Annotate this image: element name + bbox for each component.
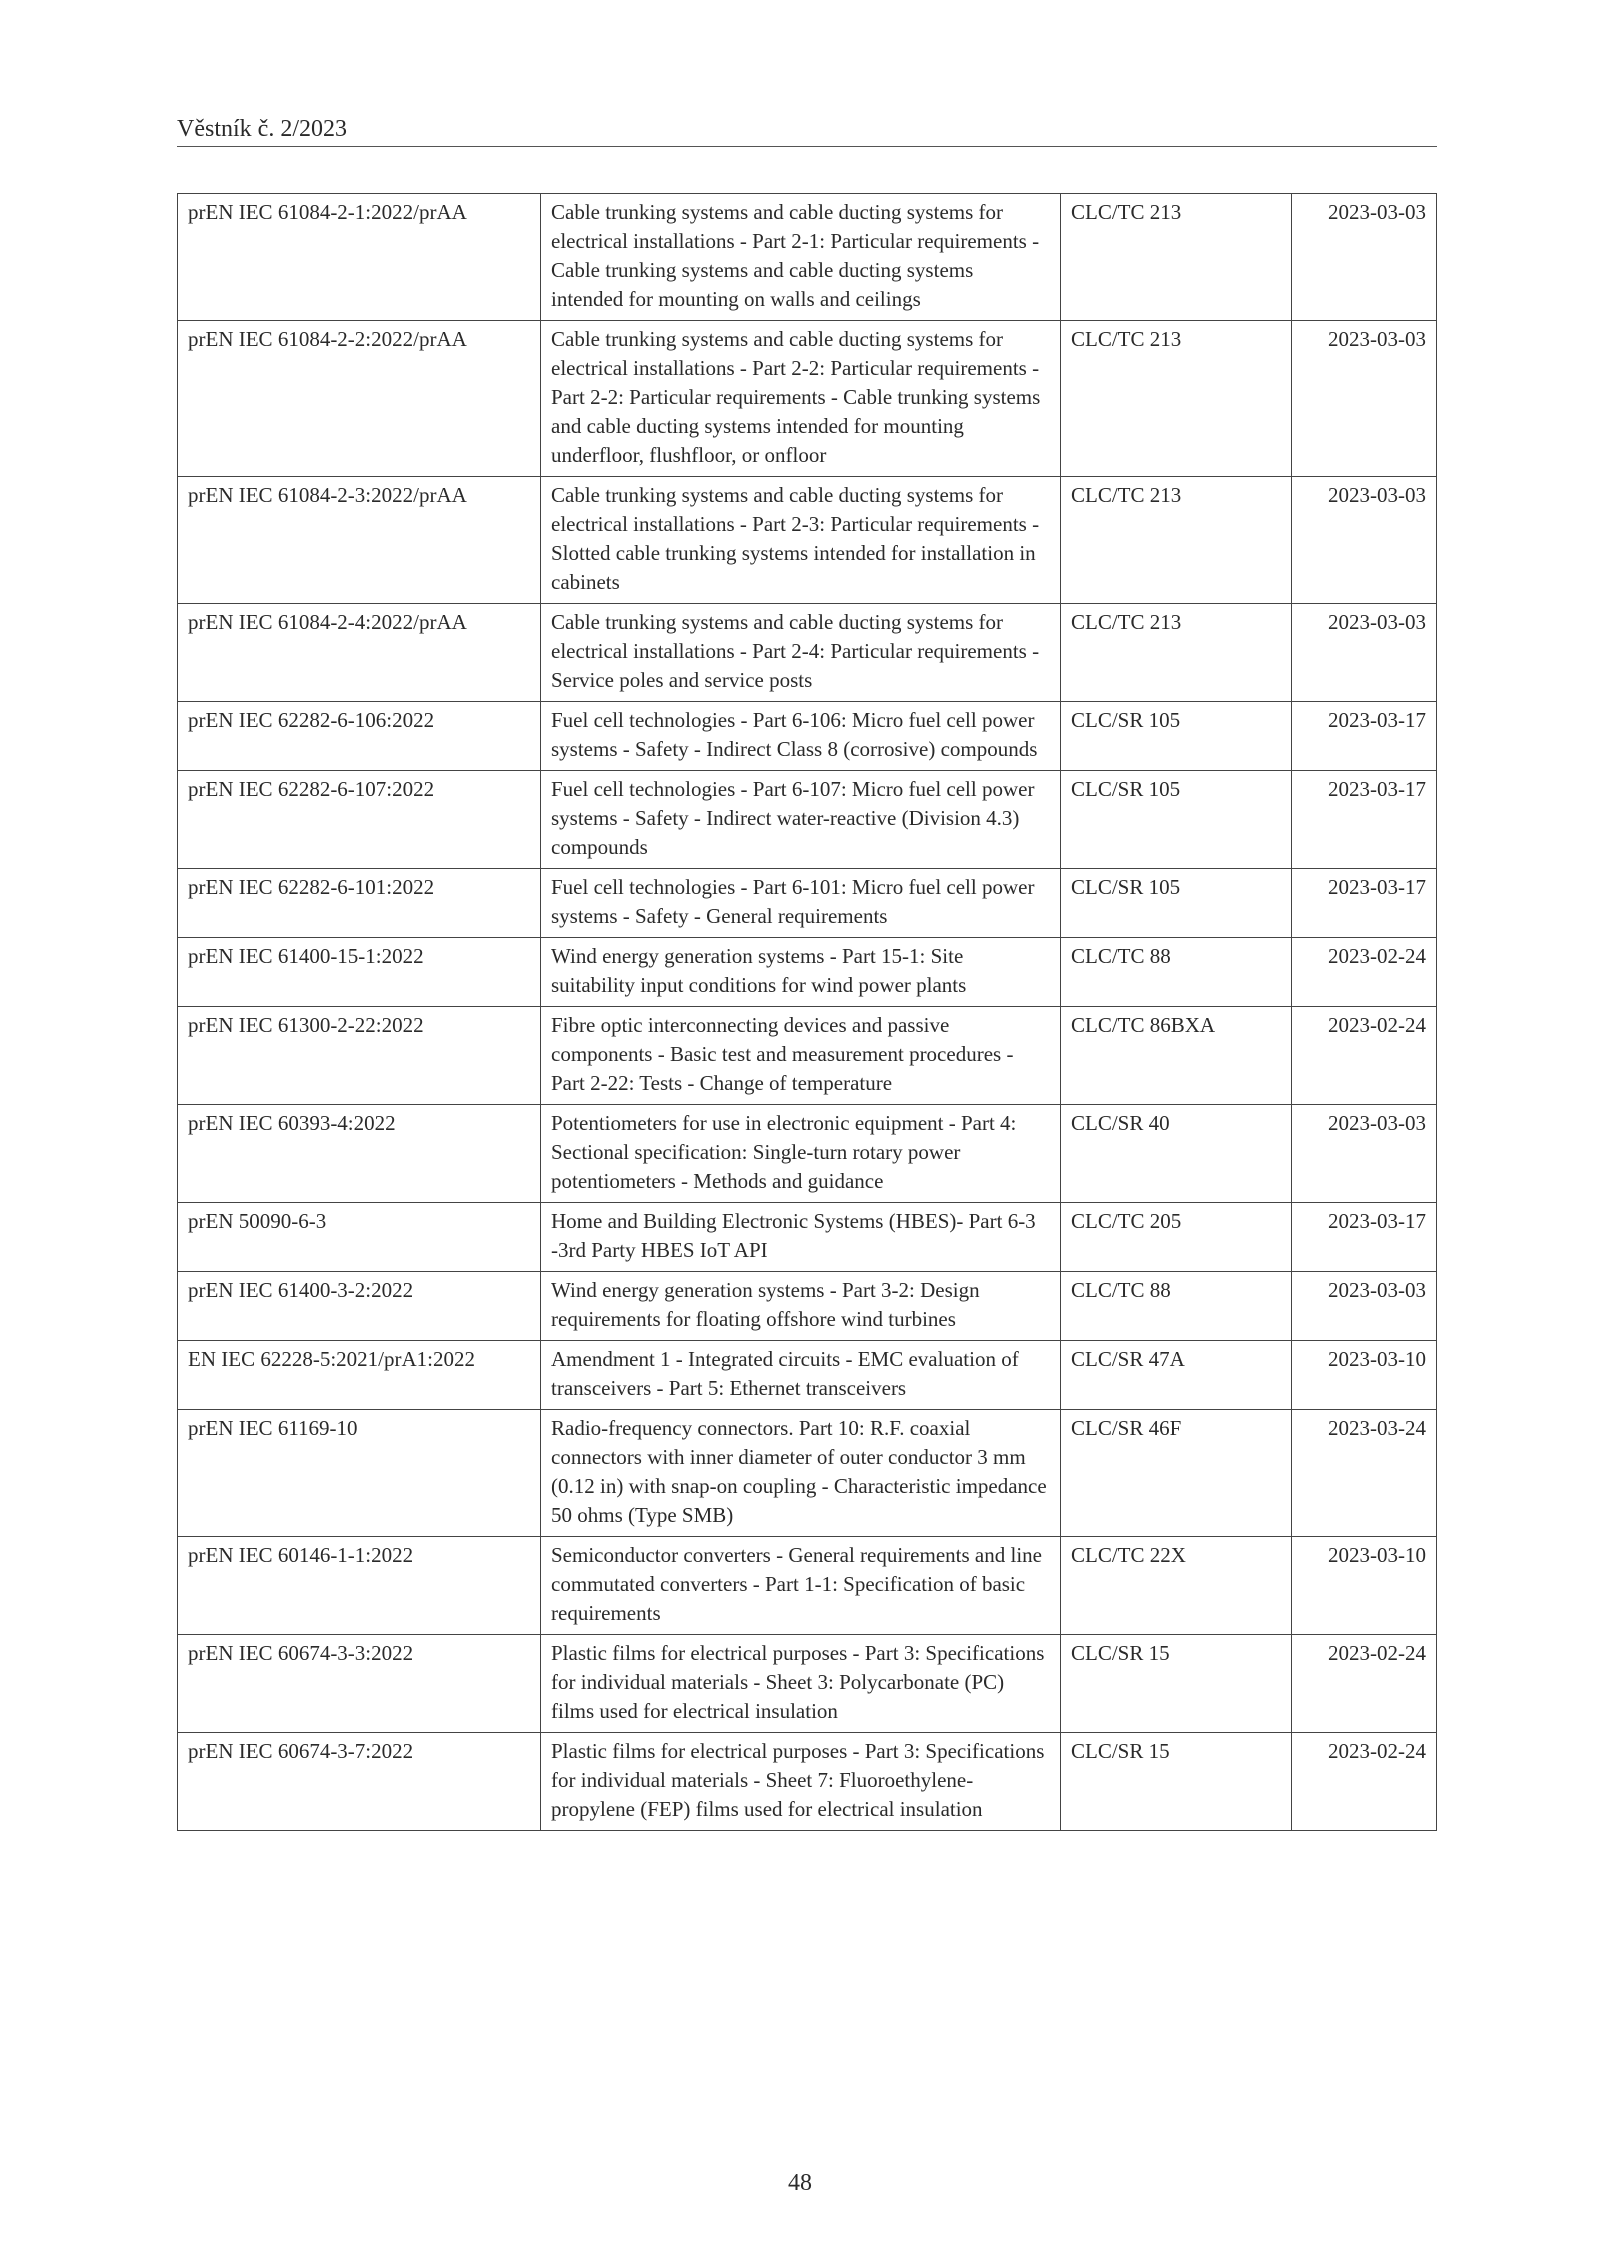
- standard-code-cell: prEN IEC 60674-3-3:2022: [178, 1635, 541, 1733]
- committee-cell: CLC/SR 46F: [1061, 1410, 1292, 1537]
- standard-code-cell: prEN IEC 60146-1-1:2022: [178, 1537, 541, 1635]
- committee-cell: CLC/TC 213: [1061, 194, 1292, 321]
- standard-code-cell: prEN IEC 60674-3-7:2022: [178, 1733, 541, 1831]
- standard-title-cell: Radio-frequency connectors. Part 10: R.F. coaxial connectors with inner diameter of outer conductor 3 mm (0.12 in) with snap-on coupling - Characteristic impedance 50 ohms (Type SMB): [541, 1410, 1061, 1537]
- standards-table: [177, 193, 1437, 1831]
- committee-cell: CLC/TC 213: [1061, 604, 1292, 702]
- standard-title-cell: Semiconductor converters - General requirements and line commutated converters - Part 1-1: Specification of basic requirements: [541, 1537, 1061, 1635]
- deadline-date-cell: 2023-03-03: [1292, 1105, 1437, 1203]
- table-row: [178, 702, 1437, 771]
- deadline-date-cell: 2023-03-10: [1292, 1537, 1437, 1635]
- standard-title-cell: Cable trunking systems and cable ducting systems for electrical installations - Part 2-2: Particular requirements - Part 2-2: Particular requirements - Cable trunking systems and cable ducting systems intended for mounting underfloor, flushfloor, or onfloor: [541, 321, 1061, 477]
- committee-cell: CLC/SR 47A: [1061, 1341, 1292, 1410]
- committee-cell: CLC/SR 15: [1061, 1733, 1292, 1831]
- standard-title-cell: Home and Building Electronic Systems (HBES)- Part 6-3 -3rd Party HBES IoT API: [541, 1203, 1061, 1272]
- page-header: [177, 112, 1437, 147]
- committee-cell: CLC/TC 213: [1061, 321, 1292, 477]
- committee-cell: CLC/TC 205: [1061, 1203, 1292, 1272]
- deadline-date-cell: 2023-03-03: [1292, 604, 1437, 702]
- table-row: [178, 1410, 1437, 1537]
- standard-title-cell: Cable trunking systems and cable ducting systems for electrical installations - Part 2-4: Particular requirements - Service poles and service posts: [541, 604, 1061, 702]
- standard-title-cell: Amendment 1 - Integrated circuits - EMC evaluation of transceivers - Part 5: Ethernet transceivers: [541, 1341, 1061, 1410]
- standards-table-body: [178, 194, 1437, 1831]
- standard-title-cell: Fuel cell technologies - Part 6-101: Micro fuel cell power systems - Safety - General requirements: [541, 869, 1061, 938]
- standard-code-cell: prEN IEC 62282-6-107:2022: [178, 771, 541, 869]
- standard-title-cell: Cable trunking systems and cable ducting systems for electrical installations - Part 2-1: Particular requirements - Cable trunking systems and cable ducting systems intended for mounting on walls and ceilings: [541, 194, 1061, 321]
- table-row: [178, 1272, 1437, 1341]
- standard-code-cell: prEN IEC 61084-2-3:2022/prAA: [178, 477, 541, 604]
- table-row: [178, 1341, 1437, 1410]
- committee-cell: CLC/TC 213: [1061, 477, 1292, 604]
- standard-code-cell: prEN IEC 61084-2-1:2022/prAA: [178, 194, 541, 321]
- deadline-date-cell: 2023-03-17: [1292, 702, 1437, 771]
- table-row: [178, 938, 1437, 1007]
- standard-code-cell: prEN 50090-6-3: [178, 1203, 541, 1272]
- deadline-date-cell: 2023-03-17: [1292, 869, 1437, 938]
- header-title: Věstník č. 2/2023: [177, 116, 347, 142]
- table-row: [178, 1105, 1437, 1203]
- deadline-date-cell: 2023-03-10: [1292, 1341, 1437, 1410]
- standard-code-cell: prEN IEC 61300-2-22:2022: [178, 1007, 541, 1105]
- standard-code-cell: prEN IEC 62282-6-106:2022: [178, 702, 541, 771]
- committee-cell: CLC/SR 40: [1061, 1105, 1292, 1203]
- deadline-date-cell: 2023-03-24: [1292, 1410, 1437, 1537]
- committee-cell: CLC/SR 105: [1061, 771, 1292, 869]
- standard-title-cell: Fuel cell technologies - Part 6-106: Micro fuel cell power systems - Safety - Indirect Class 8 (corrosive) compounds: [541, 702, 1061, 771]
- table-row: [178, 1203, 1437, 1272]
- standard-title-cell: Cable trunking systems and cable ducting systems for electrical installations - Part 2-3: Particular requirements - Slotted cable trunking systems intended for installation in cabinets: [541, 477, 1061, 604]
- standard-title-cell: Fibre optic interconnecting devices and passive components - Basic test and measurement procedures - Part 2-22: Tests - Change of temperature: [541, 1007, 1061, 1105]
- standard-title-cell: Wind energy generation systems - Part 15-1: Site suitability input conditions for wind power plants: [541, 938, 1061, 1007]
- standard-title-cell: Wind energy generation systems - Part 3-2: Design requirements for floating offshore wind turbines: [541, 1272, 1061, 1341]
- standard-code-cell: EN IEC 62228-5:2021/prA1:2022: [178, 1341, 541, 1410]
- deadline-date-cell: 2023-03-17: [1292, 771, 1437, 869]
- deadline-date-cell: 2023-02-24: [1292, 1007, 1437, 1105]
- committee-cell: CLC/SR 15: [1061, 1635, 1292, 1733]
- deadline-date-cell: 2023-03-03: [1292, 321, 1437, 477]
- standard-code-cell: prEN IEC 61084-2-2:2022/prAA: [178, 321, 541, 477]
- table-row: [178, 869, 1437, 938]
- table-row: [178, 771, 1437, 869]
- committee-cell: CLC/TC 88: [1061, 938, 1292, 1007]
- table-row: [178, 1635, 1437, 1733]
- table-row: [178, 321, 1437, 477]
- page-number: 48: [788, 2170, 812, 2196]
- table-row: [178, 1733, 1437, 1831]
- committee-cell: CLC/TC 22X: [1061, 1537, 1292, 1635]
- standard-code-cell: prEN IEC 60393-4:2022: [178, 1105, 541, 1203]
- committee-cell: CLC/SR 105: [1061, 702, 1292, 771]
- standard-code-cell: prEN IEC 61169-10: [178, 1410, 541, 1537]
- standard-title-cell: Potentiometers for use in electronic equipment - Part 4: Sectional specification: Single-turn rotary power potentiometers - Methods and guidance: [541, 1105, 1061, 1203]
- standard-title-cell: Plastic films for electrical purposes - Part 3: Specifications for individual materials - Sheet 7: Fluoroethylene-propylene (FEP) films used for electrical insulation: [541, 1733, 1061, 1831]
- deadline-date-cell: 2023-02-24: [1292, 1733, 1437, 1831]
- deadline-date-cell: 2023-03-03: [1292, 1272, 1437, 1341]
- deadline-date-cell: 2023-03-03: [1292, 477, 1437, 604]
- table-row: [178, 604, 1437, 702]
- standard-code-cell: prEN IEC 61084-2-4:2022/prAA: [178, 604, 541, 702]
- table-row: [178, 1537, 1437, 1635]
- deadline-date-cell: 2023-03-03: [1292, 194, 1437, 321]
- deadline-date-cell: 2023-02-24: [1292, 1635, 1437, 1733]
- standard-code-cell: prEN IEC 61400-3-2:2022: [178, 1272, 541, 1341]
- deadline-date-cell: 2023-02-24: [1292, 938, 1437, 1007]
- standard-code-cell: prEN IEC 61400-15-1:2022: [178, 938, 541, 1007]
- standard-code-cell: prEN IEC 62282-6-101:2022: [178, 869, 541, 938]
- standard-title-cell: Plastic films for electrical purposes - Part 3: Specifications for individual materials - Sheet 3: Polycarbonate (PC) films used for electrical insulation: [541, 1635, 1061, 1733]
- table-row: [178, 194, 1437, 321]
- deadline-date-cell: 2023-03-17: [1292, 1203, 1437, 1272]
- table-row: [178, 1007, 1437, 1105]
- committee-cell: CLC/TC 86BXA: [1061, 1007, 1292, 1105]
- standard-title-cell: Fuel cell technologies - Part 6-107: Micro fuel cell power systems - Safety - Indirect water-reactive (Division 4.3) compounds: [541, 771, 1061, 869]
- table-row: [178, 477, 1437, 604]
- committee-cell: CLC/SR 105: [1061, 869, 1292, 938]
- committee-cell: CLC/TC 88: [1061, 1272, 1292, 1341]
